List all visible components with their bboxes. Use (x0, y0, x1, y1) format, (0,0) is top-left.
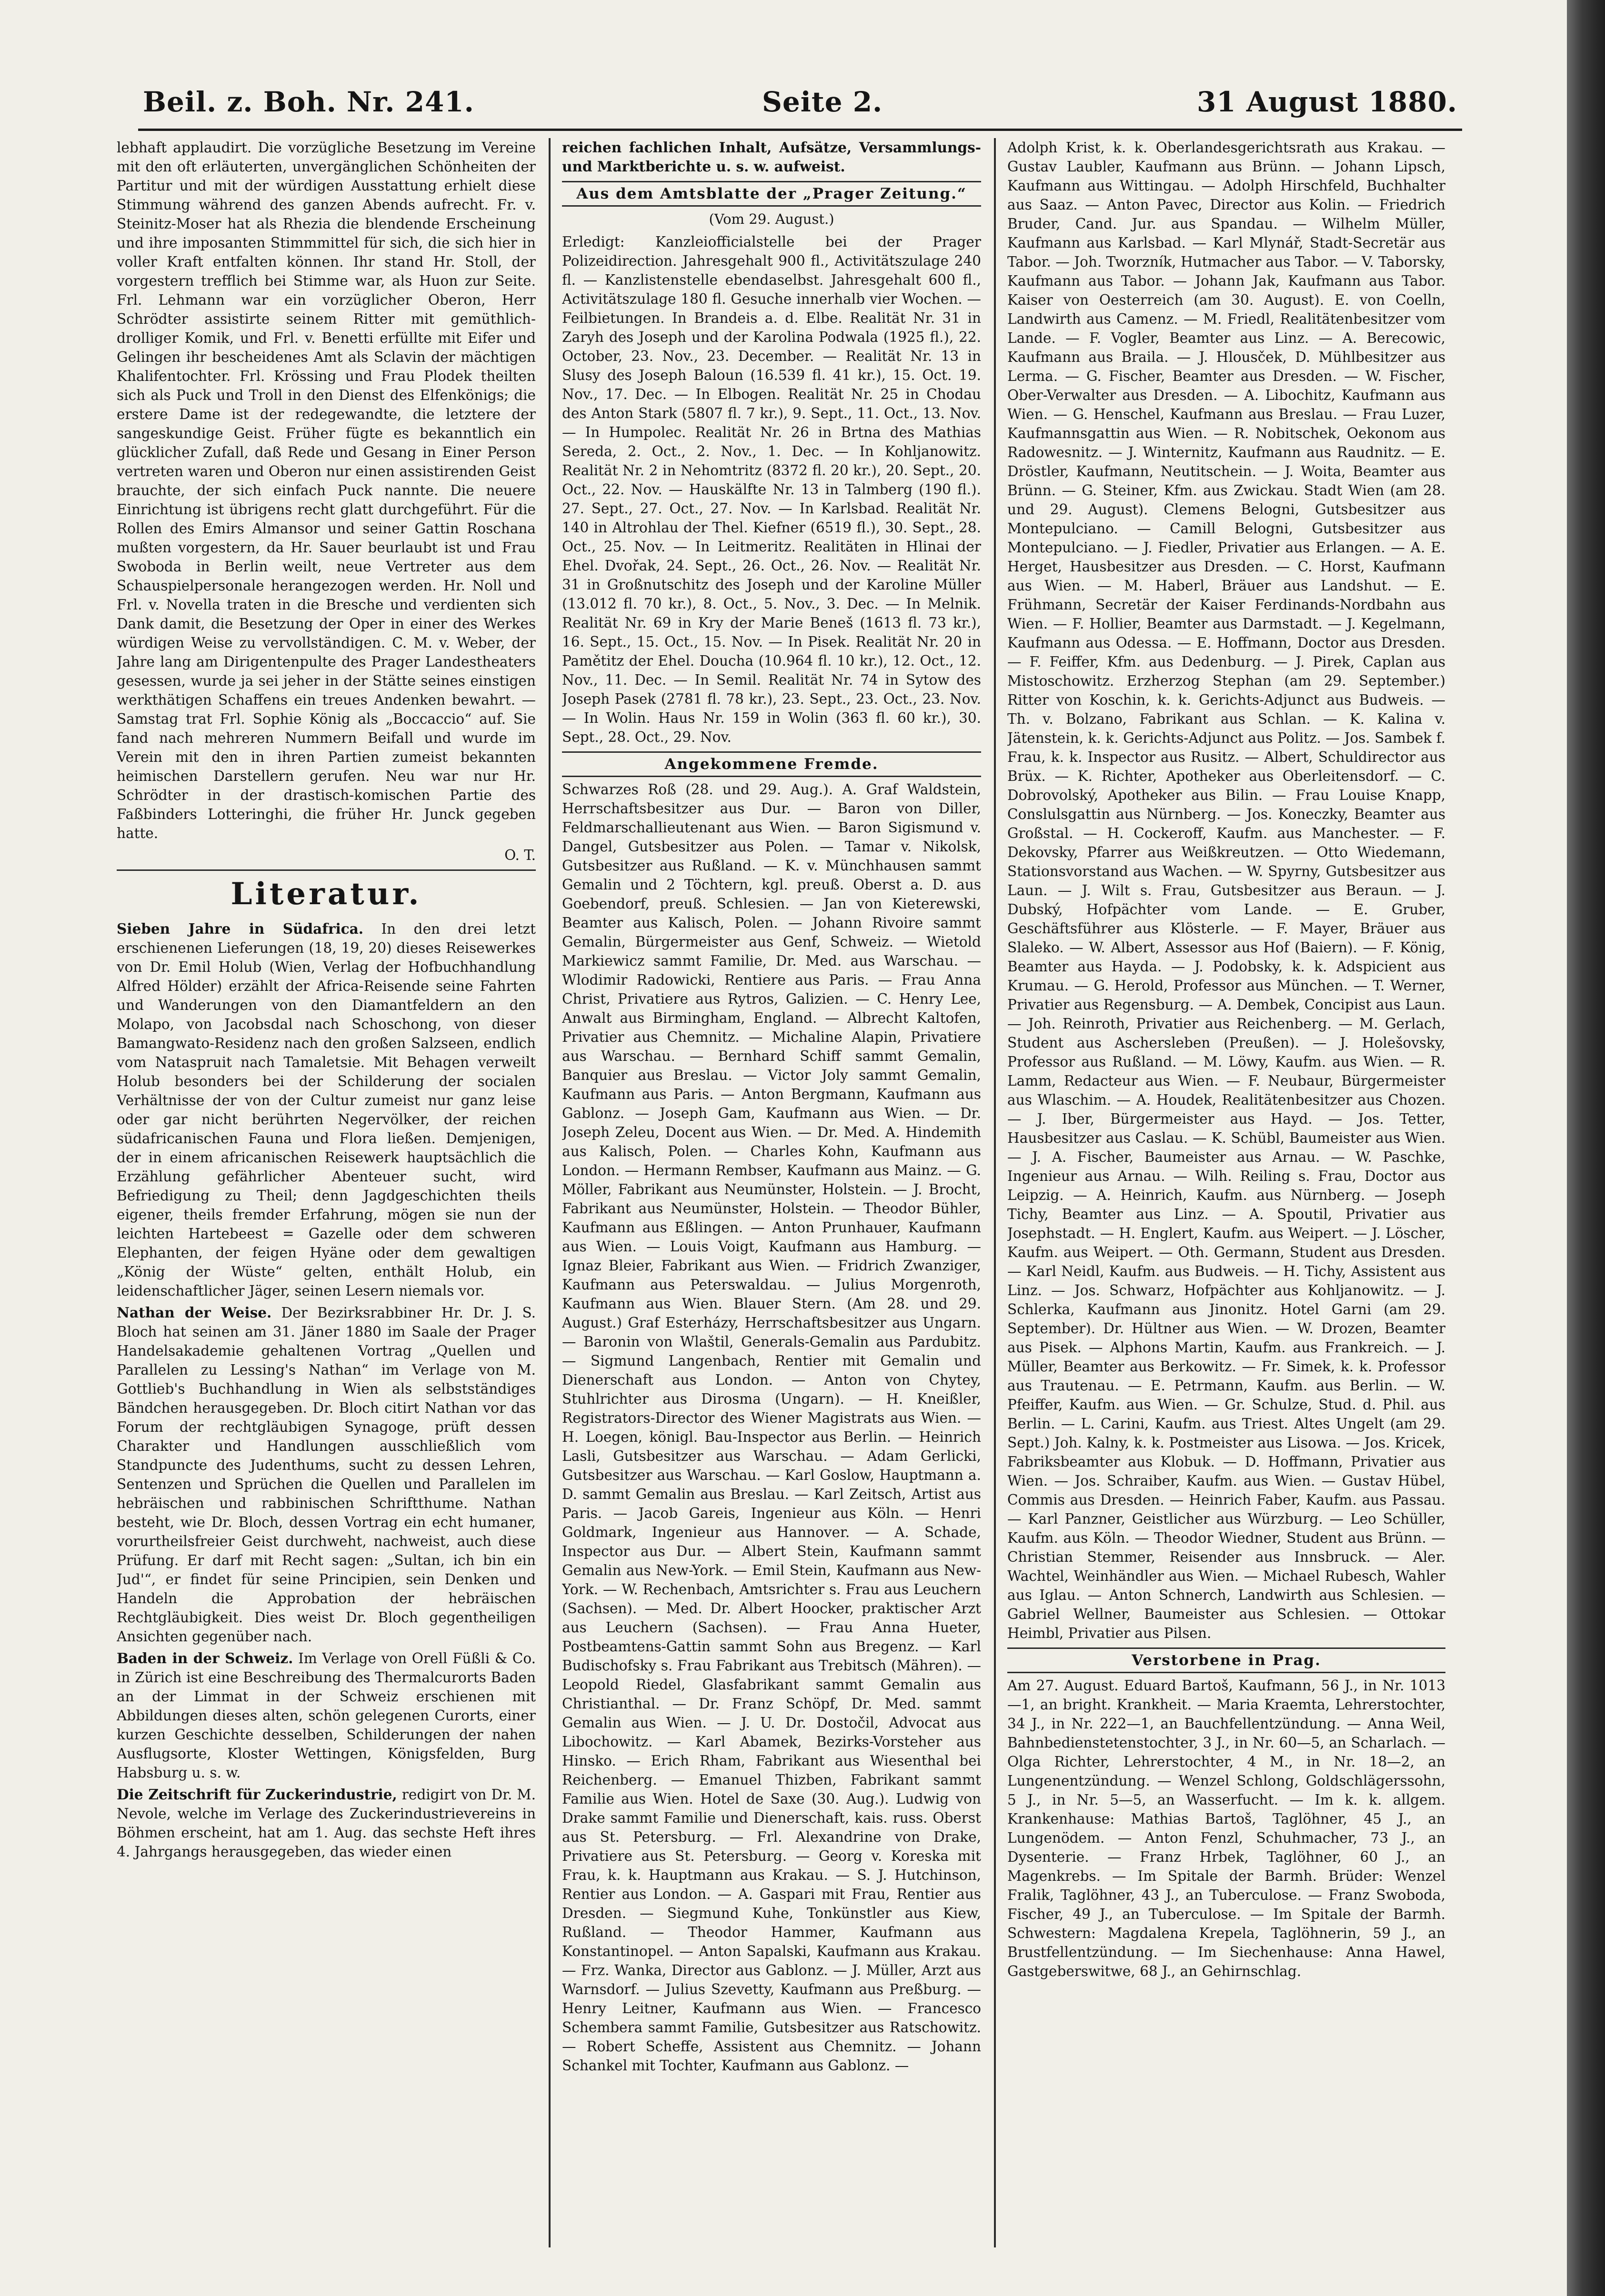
official-gazette-body: Erledigt: Kanzleiofficialstelle bei der Prager Polizeidirection. Jahresgehalt 900 fl., Activitätszulage 240 fl. — Kanzlistenstelle ebendaselbst. Jahresgehalt 600 fl., Activitätszulage 180 fl. Gesuche innerhalb vier Wochen. — Feilbietungen. In Brandeis a. d. Elbe. Realität Nr. 31 in Zaryh des Joseph und der Karolina Podwala (1925 fl.), 22. October, 23. Nov., 23. December. — Realität Nr. 13 in Slusy des Joseph Baloun (16.539 fl. 41 kr.), 15. Oct. 19. Nov., 17. Dec. — In Elbogen. Realität Nr. 25 in Chodau des Anton Stark (5807 fl. 7 kr.), 9. Sept., 11. Oct., 13. Nov. — In Humpolec. Realität Nr. 26 in Brtna des Mathias Sereda, 2. Oct., 2. Nov., 1. Dec. — In Kohljanowitz. Realität Nr. 2 in Nehomtritz (8372 fl. 20 kr.), 20. Sept., 20. Oct., 22. Nov. — Hauskälfte Nr. 13 in Talmberg (190 fl.). 27. Sept., 27. Oct., 27. Nov. — In Karlsbad. Realität Nr. 140 in Altrohlau der Thel. Kiefner (6519 fl.), 30. Sept., 28. Oct., 25. Nov. — In Leitmeritz. Realitäten in Hlinai der Ehel. Dvořak, 24. Sept., 26. Oct., 26. Nov. — Realität Nr. 31 in Großnutschitz des Joseph und der Karoline Müller (13.012 fl. 70 kr.), 8. Oct., 5. Nov., 3. Dec. — In Melnik. Realität Nr. 69 in Kry der Marie Beneš (1613 fl. 73 kr.), 16. Sept., 15. Oct., 15. Nov. — In Pisek. Realität Nr. 20 in Pamětitz der Ehel. Doucha (10.964 fl. 10 kr.), 12. Oct., 12. Nov., 11. Dec. — In Semil. Realität Nr. 74 in Sytow des Joseph Pasek (2781 fl. 78 kr.), 23. Sept., 23. Oct., 23. Nov. — In Wolin. Haus Nr. 159 in Wolin (363 fl. 60 kr.), 30. Sept., 28. Oct., 29. Nov. (562, 234, 981, 745)
official-gazette-heading: Aus dem Amtsblatte der „Prager Zeitung.“ (562, 181, 981, 207)
article-nathan (117, 1303, 536, 1646)
theater-review-signature: O. T. (504, 847, 536, 863)
deaths-heading: Verstorbene in Prag. (1007, 1647, 1445, 1673)
column-1 (117, 138, 536, 2262)
arrivals-heading: Angekommene Fremde. (562, 751, 981, 777)
divider (117, 869, 536, 871)
header-date: 31 August 1880. (1196, 86, 1457, 118)
theater-review-text: lebhaft applaudirt. Die vorzügliche Besetzung im Vereine mit den oft erläuterten, unvergänglichen Schönheiten der Partitur und mit der würdigen Ausstattung erhielt diese Stimmung während des ganzen Abends aufrecht. Fr. v. Steinitz-Moser hat als Rhezia die blendende Erscheinung und ihre imposanten Stimmmittel für sich, die sich hier in voller Kraft entfalten können. Ihr stand Hr. Stoll, der vorgestern trefflich bei Stimme war, als Huon zur Seite. Frl. Lehmann war ein vorzüglicher Oberon, Herr Schrödter assistirte seinem Ritter mit gemüthlich-drolliger Komik, und Frl. v. Benetti erfüllte mit Eifer und Gelingen ihr bescheidenes Amt als Sclavin der mächtigen Khalifentochter. Frl. Krössing und Frau Plodek theilten sich als Puck und Troll in den Dienst des Elfenkönigs; die erstere Dame ist der redegewandte, die letztere der sangeskundige Geist. Früher fügte es bekanntlich ein glücklicher Zufall, daß Rede und Gesang in Einer Person vertreten waren und Oberon nur einen assistirenden Geist brauchte, der sich einfach Puck nannte. Die neuere Einrichtung ist übrigens recht glatt durchgeführt. Für die Rollen des Emirs Almansor und seiner Gattin Roschana mußten vorgestern, da Hr. Sauer beurlaubt ist und Frau Swoboda in Berlin weilt, neue Vertreter aus dem Schauspielpersonale herangezogen werden. Hr. Noll und Frl. v. Novella traten in die Bresche und verdienten sich Dank damit, die Besetzung der Oper in einer des Werkes würdigen Weise zu vervollständigen. C. M. v. Weber, der Jahre lang am Dirigentenpulte des Prager Landestheaters gesessen, wurde ja sei jeher in der Stätte seines einstigen werkthätigen Schaffens ein treues Andenken bewahrt. — Samstag trat Frl. Sophie König als „Boccaccio“ auf. Sie fand nach mehreren Nummern Beifall und wurde im Verein mit den in ihren Partien zumeist bekannten heimischen Darstellern gerufen. Neu war nur Hr. Schrödter in der drastisch-komischen Partie des Faßbinders Lotteringhi, die früher Hr. Junck gegeben hatte. (117, 140, 536, 841)
article-nathan-body: Der Bezirksrabbiner Hr. Dr. J. S. Bloch hat seinen am 31. Jäner 1880 im Saale der Prager Handelsakademie gehaltenen Vortrag „Quellen und Parallelen zu Lessing's Nathan“ im Verlage von M. Gottlieb's Buchhandlung in Wien als selbstständiges Bändchen herausgegeben. Dr. Bloch citirt Nathan vor das Forum der rechtgläubigen Synagoge, prüft dessen Charakter und Handlungen ausschließlich vom Standpuncte des Judenthums, sucht zu dessen Lehren, Sentenzen und Sprüchen die Quellen und Parallelen im hebräischen und rabbinischen Schriftthume. Nathan besteht, wie Dr. Bloch, dessen Vortrag ein echt humaner, vorurtheilsfreier Geist durchweht, nachweist, auch diese Prüfung. Er darf mit Recht sagen: „Sultan, ich bin ein Jud'“, er findet für seine Principien, sein Denken und Handeln die Approbation der hebräischen Rechtgläubigkeit. Dies weist Dr. Bloch gegentheiligen Ansichten gegenüber nach. (117, 1305, 536, 1645)
article-baden-title: Baden in der Schweiz. (117, 1650, 293, 1667)
article-sugar-journal (117, 1785, 536, 1861)
header-issue: Beil. z. Boh. Nr. 241. (143, 86, 474, 118)
article-south-africa (117, 919, 536, 1300)
article-south-africa-title: Sieben Jahre in Südafrica. (117, 920, 364, 937)
page-header (138, 71, 1462, 131)
literature-heading: Literatur. (231, 876, 422, 912)
article-south-africa-body: In den drei letzt erschienenen Lieferungen (18, 19, 20) dieses Reisewerkes von Dr. Emil Holub (Wien, Verlag der Hofbuchhandlung Alfred Hölder) erzählt der Africa-Reisende seine Fahrten und Wanderungen von den Diamantfeldern an den Molapo, von Jacobsdal nach Schoschong, von dieser Bamangwato-Residenz nach den großen Salzseen, endlich vom Nataspruit nach Tamaletsie. Mit Behagen verweilt Holub besonders bei der Schilderung der socialen Verhältnisse der von der Cultur zumeist nur ganz leise oder gar nicht berührten Negervölker, der reichen südafricanischen Fauna und Flora ließen. Demjenigen, der in einem africanischen Reisewerk hauptsächlich die Erzählung gefährlicher Abenteuer sucht, wird Befriedigung zu Theil; denn Jagdgeschichten theils eigener, theils fremder Erfahrung, mögen sie nun der leichten Hartebeest = Gazelle oder dem schweren Elephanten, der feigen Hyäne oder dem gewaltigen „König der Wüste“ gelten, enthält Holub, ein leidenschaftlicher Jäger, seinen Lesern niemals vor. (117, 921, 536, 1299)
article-sugar-journal-body: redigirt von Dr. M. Nevole, welche im Verlage des Zuckerindustrievereins in Böhmen erscheint, hat am 1. Aug. das sechste Heft ihres 4. Jahrgangs herausgegeben, das wieder einen (117, 1787, 536, 1860)
article-nathan-title: Nathan der Weise. (117, 1304, 272, 1321)
column-2 (562, 138, 981, 2262)
sugar-journal-continuation: reichen fachlichen Inhalt, Aufsätze, Versammlungs- und Marktberichte u. s. w. aufweist. (562, 139, 981, 175)
article-baden (117, 1649, 536, 1782)
deaths-list: Am 27. August. Eduard Bartoš, Kaufmann, 56 J., in Nr. 1013—1, an bright. Krankheit. — Maria Kraemta, Lehrerstochter, 34 J., in Nr. 222—1, an Bauchfellentzündung. — Anna Weil, Bahnbedienstetenstochter, 3 J., in Nr. 60—5, an Scharlach. — Olga Richter, Lehrerstochter, 4 M., in Nr. 18—2, an Lungenentzündung. — Wenzel Schlong, Goldschlägerssohn, 5 J., in Nr. 5—5, an Wasserfucht. — Im k. k. allgem. Krankenhause: Mathias Bartoš, Taglöhner, 45 J., an Lungenödem. — Anton Fenzl, Schuhmacher, 73 J., an Dysenterie. — Franz Hrbek, Taglöhner, 60 J., an Magenkrebs. — Im Spitale der Barmh. Brüder: Wenzel Fralik, Taglöhner, 43 J., an Tuberculose. — Franz Swoboda, Fischer, 49 J., an Tuberculose. — Im Spitale der Barmh. Schwestern: Magdalena Krepela, Taglöhnerin, 59 J., an Brustfellentzündung. — Im Siechenhause: Anna Hawel, Gastgeberswitwe, 68 J., an Gehirnschlag. (1007, 1677, 1445, 1979)
arrivals-list: Schwarzes Roß (28. und 29. Aug.). A. Graf Waldstein, Herrschaftsbesitzer aus Dur. — Baron von Diller, Feldmarschallieutenant aus Wien. — Baron Sigismund v. Dangel, Gutsbesitzer aus Polen. — Tamar v. Nikolsk, Gutsbesitzer aus Rußland. — K. v. Münchhausen sammt Gemalin und 2 Töchtern, kgl. preuß. Oberst a. D. aus Goebendorf, preuß. Schlesien. — Jan von Kieterewski, Beamter aus Kalisch, Polen. — Johann Rivoire sammt Gemalin, Bürgermeister aus Genf, Schweiz. — Wietold Markiewicz sammt Familie, Dr. Med. aus Warschau. — Wlodimir Radowicki, Rentiere aus Paris. — Frau Anna Christ, Privatiere aus Rytros, Galizien. — C. Henry Lee, Anwalt aus Birmingham, England. — Albrecht Kaltofen, Privatier aus Chemnitz. — Michaline Alapin, Privatiere aus Warschau. — Bernhard Schiff sammt Gemalin, Banquier aus Breslau. — Victor Joly sammt Gemalin, Kaufmann aus Paris. — Anton Bergmann, Kaufmann aus Gablonz. — Joseph Gam, Kaufmann aus Wien. — Dr. Joseph Zeleu, Docent aus Wien. — Dr. Med. A. Hindemith aus Kalisch, Polen. — Charles Kohn, Kaufmann aus London. — Hermann Rembser, Kaufmann aus Mainz. — G. Möller, Fabrikant aus Neumünster, Holstein. — J. Brocht, Fabrikant aus Neumünster, Holstein. — Theodor Bühler, Kaufmann aus Eßlingen. — Anton Prunhauer, Kaufmann aus Wien. — Louis Voigt, Kaufmann aus Hamburg. — Ignaz Bleier, Fabrikant aus Wien. — Fridrich Zwanziger, Kaufmann aus Peterswaldau. — Julius Morgenroth, Kaufmann aus Wien. Blauer Stern. (Am 28. und 29. August.) Graf Esterházy, Herrschaftsbesitzer aus Ungarn. — Baronin von Wlaštil, Generals-Gemalin aus Pardubitz. — Sigmund Langenbach, Rentier mit Gemalin und Dienerschaft aus London. — Anton von Chytey, Stuhlrichter aus Dirosma (Ungarn). — H. Kneißler, Registrators-Director des Wiener Magistrats aus Wien. — H. Loegen, königl. Bau-Inspector aus Berlin. — Heinrich Lasli, Gutsbesitzer aus Warschau. — Adam Gerlicki, Gutsbesitzer aus Warschau. — Karl Goslow, Hauptmann a. D. sammt Gemalin aus Breslau. — Karl Zeitsch, Artist aus Paris. — Jacob Gareis, Ingenieur aus Köln. — Henri Goldmark, Ingenieur aus Hannover. — A. Schade, Inspector aus Dur. — Albert Stein, Kaufmann sammt Gemalin aus New-York. — Emil Stein, Kaufmann aus New-York. — W. Rechenbach, Amtsrichter s. Frau aus Leuchern (Sachsen). — Med. Dr. Albert Hoocker, praktischer Arzt aus Leuchern (Sachsen). — Frau Anna Hueter, Postbeamtens-Gattin sammt Sohn aus Bregenz. — Karl Budischofsky s. Frau Fabrikant aus Trebitsch (Mähren). — Leopold Riedel, Glasfabrikant sammt Gemalin aus Christianthal. — Dr. Franz Schöpf, Dr. Med. sammt Gemalin aus Wien. — J. U. Dr. Dostočil, Advocat aus Libochowitz. — Karl Abamek, Bezirks-Vorsteher aus Hinsko. — Erich Rham, Fabrikant aus Wiesenthal bei Reichenberg. — Emanuel Thizben, Fabrikant sammt Familie aus Wien. Hotel de Saxe (30. Aug.). Ludwig von Drake sammt Familie und Dienerschaft, kais. russ. Oberst aus St. Petersburg. — Frl. Alexandrine von Drake, Privatiere aus St. Petersburg. — Georg v. Koreska mit Frau, k. k. Hauptmann aus Krakau. — S. J. Hutchinson, Rentier aus London. — A. Gaspari mit Frau, Rentier aus Dresden. — Siegmund Kuhe, Tonkünstler aus Kiew, Rußland. — Theodor Hammer, Kaufmann aus Konstantinopel. — Anton Sapalski, Kaufmann aus Krakau. — Frz. Wanka, Director aus Gablonz. — J. Müller, Arzt aus Warnsdorf. — Julius Szevetty, Kaufmann aus Preßburg. — Henry Leitner, Kaufmann aus Wien. — Francesco Schembera sammt Familie, Gutsbesitzer aus Ratschowitz. — Robert Scheffe, Assistent aus Chemnitz. — Johann Schankel mit Tochter, Kaufmann aus Gablonz. — (562, 781, 981, 2074)
arrivals-list-continued: Adolph Krist, k. k. Oberlandesgerichtsrath aus Krakau. — Gustav Laubler, Kaufmann aus Brünn. — Johann Lipsch, Kaufmann aus Wittingau. — Adolph Hirschfeld, Buchhalter aus Saaz. — Anton Pavec, Director aus Kolin. — Friedrich Bruder, Cand. Jur. aus Spandau. — Wilhelm Müller, Kaufmann aus Karlsbad. — Karl Mlynář, Stadt-Secretär aus Tabor. — Joh. Tworzník, Hutmacher aus Tabor. — V. Taborsky, Kaufmann aus Tabor. — Johann Jak, Kaufmann aus Tabor. Kaiser von Oesterreich (am 30. August). E. von Coelln, Landwirth aus Camenz. — M. Friedl, Realitätenbesitzer vom Lande. — F. Vogler, Beamter aus Linz. — A. Berecowic, Kaufmann aus Braila. — J. Hlousček, D. Mühlbesitzer aus Lerma. — G. Fischer, Beamter aus Dresden. — W. Fischer, Ober-Verwalter aus Dresden. — A. Libochitz, Kaufmann aus Wien. — G. Henschel, Kaufmann aus Breslau. — Frau Luzer, Kaufmannsgattin aus Wien. — R. Nobitschek, Oekonom aus Radowesnitz. — J. Winternitz, Kaufmann aus Raudnitz. — E. Dröstler, Kaufmann, Neutitschein. — J. Woita, Beamter aus Brünn. — G. Steiner, Kfm. aus Zwickau. Stadt Wien (am 28. und 29. August). Clemens Belogni, Gutsbesitzer aus Montepulciano. — Camill Belogni, Gutsbesitzer aus Montepulciano. — J. Fiedler, Privatier aus Erlangen. — A. E. Herget, Hausbesitzer aus Dresden. — C. Horst, Kaufmann aus Wien. — M. Haberl, Bräuer aus Landshut. — E. Frühmann, Secretär der Kaiser Ferdinands-Nordbahn aus Wien. — F. Hollier, Beamter aus Darmstadt. — J. Kegelmann, Kaufmann aus Odessa. — E. Hoffmann, Doctor aus Dresden. — F. Feiffer, Kfm. aus Dedenburg. — J. Pirek, Caplan aus Mistoschowitz. Erzherzog Stephan (am 29. September.) Ritter von Koschin, k. k. Gerichts-Adjunct aus Budweis. — Th. v. Bolzano, Fabrikant aus Schlan. — K. Kalina v. Jätenstein, k. k. Gerichts-Adjunct aus Politz. — Jos. Sambek f. Frau, k. k. Inspector aus Rusitz. — Albert, Schuldirector aus Brüx. — K. Richter, Apotheker aus Oberleitensdorf. — C. Dobrovolský, Apotheker aus Bilin. — Frau Louise Knapp, Conslulsgattin aus Nürnberg. — Jos. Koneczky, Beamter aus Großstal. — H. Cockeroff, Kaufm. aus Manchester. — F. Dekovsky, Pfarrer aus Weißkreutzen. — Otto Wiedemann, Stationsvorstand aus Wachen. — W. Spyrny, Gutsbesitzer aus Laun. — J. Wilt s. Frau, Gutsbesitzer aus Beraun. — J. Dubský, Hofpächter vom Lande. — E. Gruber, Geschäftsführer aus Klösterle. — F. Mayer, Bräuer aus Slaleko. — W. Albert, Assessor aus Hof (Baiern). — F. König, Beamter aus Hayda. — J. Podobsky, k. k. Adspicient aus Krumau. — G. Herold, Professor aus München. — T. Werner, Privatier aus Regensburg. — A. Dembek, Concipist aus Laun. — Joh. Reinroth, Privatier aus Reichenberg. — M. Gerlach, Student aus Aschersleben (Preußen). — J. Holešovsky, Professor aus Rußland. — M. Löwy, Kaufm. aus Wien. — R. Lamm, Redacteur aus Wien. — F. Neubaur, Bürgermeister aus Wlaschim. — A. Houdek, Realitätenbesitzer aus Chozen. — J. Iber, Bürgermeister aus Hayd. — Jos. Tetter, Hausbesitzer aus Caslau. — K. Schübl, Baumeister aus Wien. — J. A. Fischer, Baumeister aus Arnau. — W. Paschke, Ingenieur aus Arnau. — Wilh. Reiling s. Frau, Doctor aus Leipzig. — A. Heinrich, Kaufm. aus Nürnberg. — Joseph Tichy, Beamter aus Linz. — A. Spoutil, Privatier aus Josephstadt. — H. Englert, Kaufm. aus Weipert. — J. Löscher, Kaufm. aus Weipert. — Oth. Germann, Student aus Dresden. — Karl Neidl, Kaufm. aus Budweis. — H. Tichy, Assistent aus Linz. — Jos. Schwarz, Hofpächter aus Kohljanowitz. — J. Schlerka, Kaufmann aus Jinonitz. Hotel Garni (am 29. September). Dr. Hültner aus Wien. — W. Drozen, Beamter aus Pisek. — Alphons Martin, Kaufm. aus Frankreich. — J. Müller, Beamter aus Berkowitz. — Fr. Simek, k. k. Professor aus Trautenau. — E. Petrmann, Kaufm. aus Berlin. — W. Pfeiffer, Kaufm. aus Wien. — Gr. Schulze, Stud. d. Phil. aus Berlin. — L. Carini, Kaufm. aus Triest. Altes Ungelt (am 29. Sept.) Joh. Kalny, k. k. Postmeister aus Lisowa. — Jos. Kricek, Fabriksbeamter aus Klobuk. — D. Hoffmann, Privatier aus Wien. — Jos. Schraiber, Kaufm. aus Wien. — Gustav Hübel, Commis aus Dresden. — Heinrich Faber, Kaufm. aus Passau. — Karl Panzner, Geistlicher aus Würzburg. — Leo Schüller, Kaufm. aus Köln. — Theodor Wiedner, Student aus Brünn. — Christian Stemmer, Reisender aus Innsbruck. — Aler. Wachtel, Weinhändler aus Wien. — Michael Rubesch, Wahler aus Iglau. — Anton Schnerch, Landwirth aus Schlesien. — Gabriel Wellner, Baumeister aus Schlesien. — Ottokar Heimbl, Privatier aus Pilsen. (1007, 140, 1445, 1641)
scan-edge-shadow (1567, 0, 1605, 2296)
official-gazette-date: (Vom 29. August.) (709, 211, 834, 227)
column-rule-left (549, 138, 551, 2247)
header-page-number: Seite 2. (762, 86, 883, 118)
column-3 (1007, 138, 1445, 2262)
column-rule-right (994, 138, 996, 2247)
article-baden-body: Im Verlage von Orell Füßli & Co. in Zürich ist eine Beschreibung des Thermalcurorts Baden an der Limmat in der Schweiz erschienen mit Abbildungen dieses alten, schön gelegenen Curorts, einer kurzen Geschichte desselben, Schilderungen der nahen Ausflugsorte, Kloster Wettingen, Königsfelden, Burg Habsburg u. s. w. (117, 1650, 536, 1781)
article-sugar-journal-title: Die Zeitschrift für Zuckerindustrie, (117, 1786, 397, 1803)
